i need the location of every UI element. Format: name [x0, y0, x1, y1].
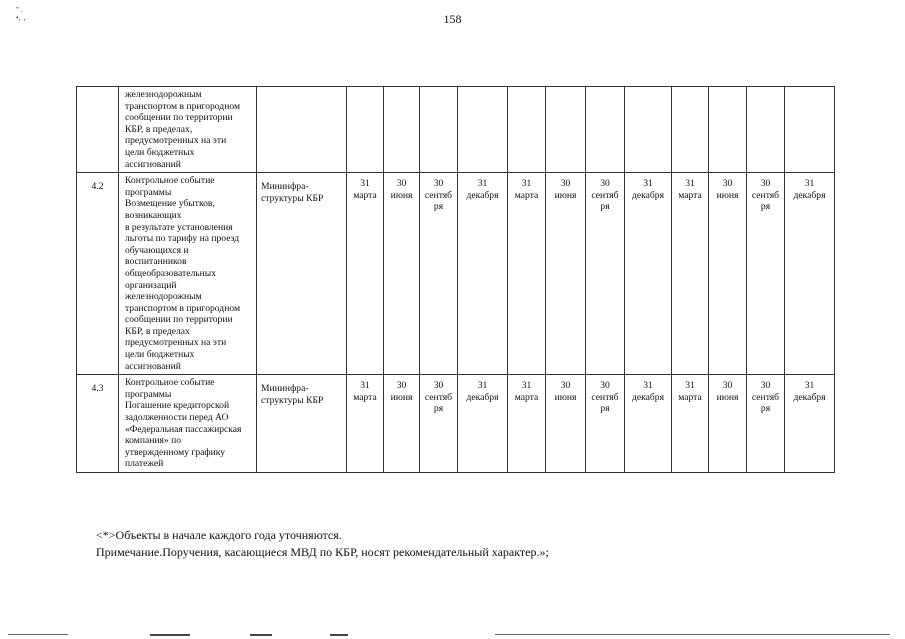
description-line: ассигнований: [125, 360, 181, 372]
deadline-cell: [586, 375, 625, 473]
deadline-text: сентяб: [751, 391, 780, 403]
deadline-cell: [546, 375, 586, 473]
deadline-cell: [347, 173, 384, 375]
deadline-text: 30: [560, 178, 571, 190]
deadline-text: 31: [521, 380, 532, 392]
bottom-rule-mid-2: [250, 634, 272, 636]
description-line: транспортом в пригородном: [125, 302, 241, 314]
row-description: [119, 375, 257, 473]
description-line: ассигнований: [125, 158, 181, 170]
deadline-text: 30: [760, 380, 771, 392]
deadline-cell: [672, 87, 709, 173]
description-line: транспортом в пригородном: [125, 100, 241, 112]
row-description: [119, 173, 257, 375]
bottom-rules: [0, 630, 905, 639]
deadline-text: марта: [353, 391, 377, 403]
row-responsible: Mининфра-структуры КБР: [257, 375, 347, 473]
deadline-cell: [672, 173, 709, 375]
description-line: сообщении по территории: [125, 314, 233, 326]
deadline-text: 31: [685, 178, 695, 190]
deadline-text: 31: [804, 178, 815, 190]
table-row: [77, 87, 835, 173]
deadline-text: декабря: [793, 391, 826, 403]
description-line: льготы по тарифу на проезд: [125, 233, 240, 245]
deadline-text: декабря: [466, 391, 499, 403]
scan-marks: " . •, ,: [16, 6, 26, 22]
deadline-text: 31: [643, 380, 653, 392]
description-line: предусмотренных на эти: [125, 337, 227, 349]
description-line: Погашение кредиторской: [125, 400, 230, 412]
deadline-text: марта: [678, 391, 702, 403]
deadline-text: ря: [600, 403, 610, 415]
description-line: предусмотренных на эти: [125, 135, 227, 147]
deadline-cell: [586, 87, 625, 173]
deadline-text: 31: [477, 380, 488, 392]
description-line: в результате установления: [125, 221, 233, 233]
description-line: сообщении по территории: [125, 112, 233, 124]
deadline-cell: [384, 87, 420, 173]
deadline-text: сентяб: [751, 189, 780, 201]
deadline-cell: [508, 87, 546, 173]
description-line: Контрольное событие: [125, 377, 215, 389]
description-line: Возмещение убытков,: [125, 198, 215, 210]
deadline-text: декабря: [631, 391, 664, 403]
schedule-table: [76, 86, 835, 473]
description-line: «Федеральная пассажирская: [125, 423, 242, 435]
deadline-text: ря: [600, 201, 610, 213]
deadline-cell: [785, 375, 835, 473]
deadline-cell: [458, 375, 508, 473]
deadline-text: июня: [390, 391, 413, 403]
deadline-text: 30: [760, 178, 771, 190]
deadline-text: ря: [760, 201, 771, 213]
deadline-text: июня: [716, 391, 739, 403]
deadline-text: июня: [554, 391, 577, 403]
page-number: 158: [443, 12, 462, 26]
deadline-cell: [347, 375, 384, 473]
description-line: организаций: [125, 279, 177, 291]
bottom-rule-mid-3: [330, 634, 348, 636]
deadline-text: 30: [396, 178, 407, 190]
deadline-text: 30: [433, 380, 444, 392]
deadline-text: 30: [560, 380, 571, 392]
deadline-cell: [420, 173, 458, 375]
deadline-cell: [508, 173, 546, 375]
deadline-cell: [785, 173, 835, 375]
deadline-text: ря: [433, 403, 444, 415]
deadline-text: 31: [521, 178, 532, 190]
row-number: 4.3: [77, 375, 119, 473]
row-responsible: [257, 87, 347, 173]
deadline-text: 31: [360, 380, 370, 392]
deadline-text: сентяб: [424, 391, 453, 403]
deadline-cell: [384, 375, 420, 473]
deadline-text: 30: [722, 178, 733, 190]
deadline-cell: [508, 375, 546, 473]
deadline-text: 30: [600, 380, 610, 392]
deadline-text: 31: [685, 380, 695, 392]
notes: [96, 527, 856, 561]
deadline-cell: [709, 87, 747, 173]
deadline-text: 31: [804, 380, 815, 392]
row-responsible: Mининфра-структуры КБР: [257, 173, 347, 375]
row-description: [119, 87, 257, 173]
description-line: программы: [125, 388, 172, 400]
deadline-text: декабря: [793, 189, 826, 201]
deadline-text: сентяб: [591, 189, 619, 201]
row-number: 4.2: [77, 173, 119, 375]
bottom-rule-mid-1: [150, 634, 190, 636]
description-line: цели бюджетных: [125, 349, 195, 361]
deadline-cell: [347, 87, 384, 173]
deadline-cell: [625, 87, 672, 173]
deadline-text: 30: [433, 178, 444, 190]
description-line: утвержденному графику: [125, 446, 226, 458]
deadline-text: 30: [722, 380, 733, 392]
note-objects: <*>Объекты в начале каждого года уточняются.: [96, 528, 342, 542]
deadline-cell: [546, 173, 586, 375]
deadline-cell: [625, 375, 672, 473]
deadline-text: сентяб: [591, 391, 619, 403]
deadline-text: 31: [643, 178, 653, 190]
description-line: возникающих: [125, 209, 182, 221]
deadline-text: марта: [678, 189, 702, 201]
deadline-text: июня: [716, 189, 739, 201]
note-remark: Примечание.Поручения, касающиеся МВД по КБР, носят рекомендательный характер.»;: [96, 545, 549, 559]
deadline-cell: [672, 375, 709, 473]
deadline-text: июня: [390, 189, 413, 201]
description-line: цели бюджетных: [125, 146, 195, 158]
description-line: обучающихся и: [125, 244, 189, 256]
deadline-text: декабря: [466, 189, 499, 201]
deadline-text: марта: [514, 189, 539, 201]
deadline-text: марта: [514, 391, 539, 403]
deadline-text: сентяб: [424, 189, 453, 201]
table-row: [77, 173, 835, 375]
bottom-rule-left: [8, 634, 68, 635]
deadline-cell: [625, 173, 672, 375]
description-line: программы: [125, 186, 172, 198]
deadline-cell: [546, 87, 586, 173]
deadline-text: 30: [396, 380, 407, 392]
description-line: железнодорожным: [125, 89, 202, 100]
table-row: [77, 375, 835, 473]
description-line: Контрольное событие: [125, 175, 215, 187]
deadline-text: июня: [554, 189, 577, 201]
deadline-cell: [747, 87, 785, 173]
deadline-text: марта: [353, 189, 377, 201]
deadline-text: ря: [760, 403, 771, 415]
deadline-cell: [458, 173, 508, 375]
description-line: железнодорожным: [125, 291, 202, 303]
schedule-table-body: [77, 87, 835, 473]
deadline-cell: [420, 87, 458, 173]
description-line: КБР, в пределах,: [125, 123, 193, 135]
deadline-cell: [747, 173, 785, 375]
deadline-text: декабря: [631, 189, 664, 201]
deadline-cell: [709, 375, 747, 473]
deadline-cell: [420, 375, 458, 473]
deadline-cell: [709, 173, 747, 375]
description-line: КБР, в пределах: [125, 325, 190, 337]
deadline-cell: [586, 173, 625, 375]
deadline-text: 31: [477, 178, 488, 190]
description-line: компания» по: [125, 435, 182, 447]
deadline-text: ря: [433, 201, 444, 213]
description-line: воспитанников: [125, 256, 187, 268]
description-line: общеобразовательных: [125, 267, 216, 279]
description-line: платежей: [125, 458, 164, 470]
description-line: задолженности перед АО: [125, 412, 229, 424]
bottom-rule-right: [495, 634, 890, 635]
deadline-cell: [785, 87, 835, 173]
row-number: [77, 87, 119, 173]
deadline-text: 31: [360, 178, 370, 190]
deadline-cell: [458, 87, 508, 173]
deadline-cell: [747, 375, 785, 473]
deadline-text: 30: [600, 178, 610, 190]
deadline-cell: [384, 173, 420, 375]
